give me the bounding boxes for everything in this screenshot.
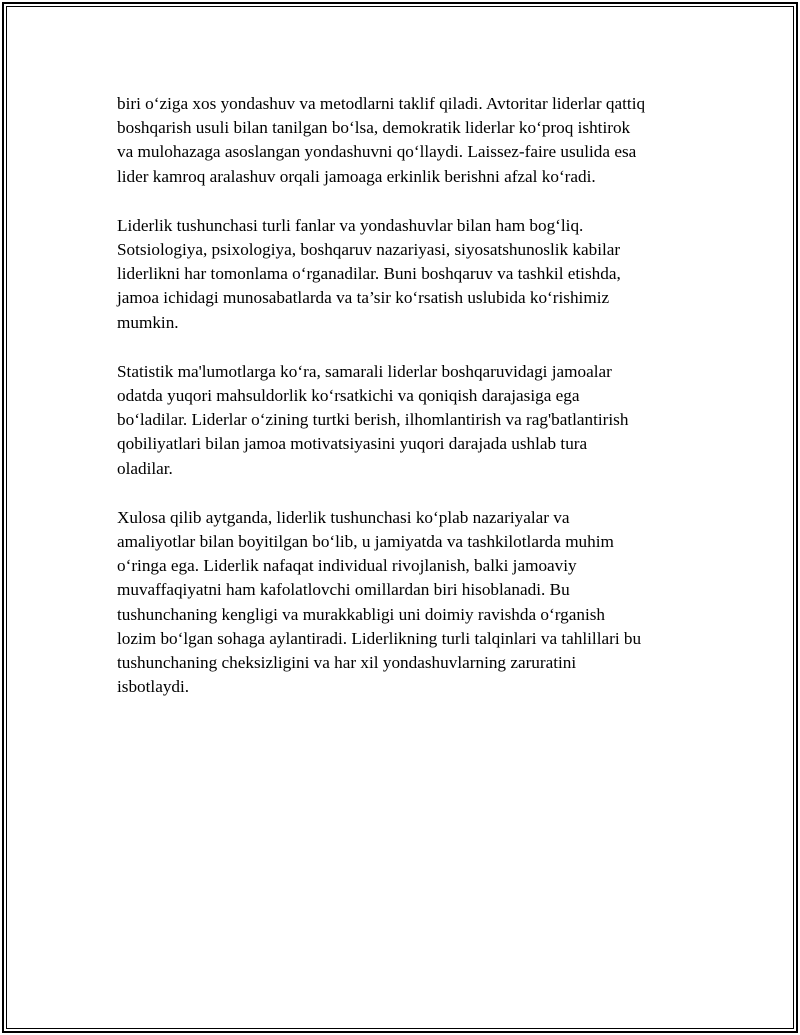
paragraph-disciplines: Liderlik tushunchasi turli fanlar va yondashuvlar bilan ham bog‘liq. Sotsiologiya, psixologiya, boshqaruv nazariyasi, siyosatshunoslik kabilar liderlikni har tomonlama o‘rganadilar. Buni boshqaruv va tashkil etishda, jamoa ichidagi munosabatlarda va ta’sir ko‘rsatish uslubida ko‘rishimiz mumkin. [117,215,621,332]
document-body [117,92,697,724]
paragraph-leadership-styles: biri o‘ziga xos yondashuv va metodlarni taklif qiladi. Avtoritar liderlar qattiq boshqarish usuli bilan tanilgan bo‘lsa, demokratik liderlar ko‘proq ishtirok va mulohazaga asoslangan yondashuvni qo‘llaydi. Laissez-faire usulida esa lider kamroq aralashuv orqali jamoaga erkinlik berishni afzal ko‘radi. [117,94,646,186]
paragraph-conclusion: Xulosa qilib aytganda, liderlik tushunchasi ko‘plab nazariyalar va amaliyotlar bilan boyitilgan bo‘lib, u jamiyatda va tashkilotlarda muhim o‘ringa ega. Liderlik nafaqat individual rivojlanish, balki jamoaviy muvaffaqiyatni ham kafolatlovchi omillardan biri hisoblanadi. Bu tushunchaning kengligi va murakkabligi uni doimiy ravishda o‘rganish lozim bo‘lgan sohaga aylantiradi. Liderlikning turli talqinlari va tahlillari bu tushunchaning cheksizligini va har xil yondashuvlarning zaruratini isbotlaydi. [117,507,642,697]
paragraph-statistics: Statistik ma'lumotlarga ko‘ra, samarali liderlar boshqaruvidagi jamoalar odatda yuqori mahsuldorlik ko‘rsatkichi va qoniqish darajasiga ega bo‘ladilar. Liderlar o‘zining turtki berish, ilhomlantirish va rag'batlantirish qobiliyatlari bilan jamoa motivatsiyasini yuqori darajada ushlab tura oladilar. [117,361,629,478]
